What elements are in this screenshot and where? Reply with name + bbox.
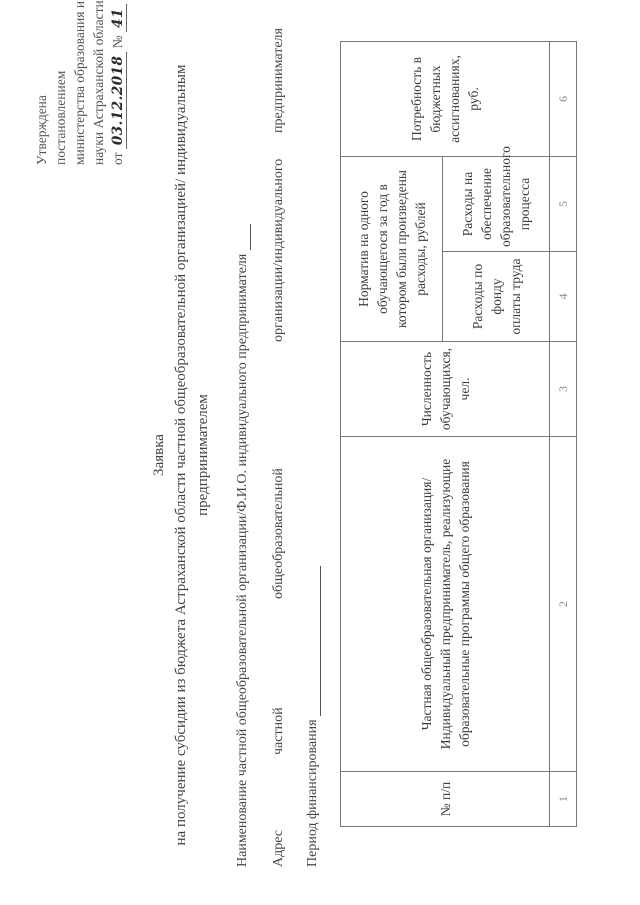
title-line-2: предпринимателем: [195, 394, 211, 516]
col-number-6: 6: [550, 41, 577, 156]
org-name-label: Наименование частной общеобразовательной организации/Ф.И.О. индивидуального предпринимателя: [235, 253, 250, 867]
form-fields: [235, 27, 327, 867]
title-line-1: на получение субсидии из бюджета Астраханской области частной общеобразовательной организацией/ индивидуальным: [173, 64, 189, 846]
header-col-organization: Частная общеобразовательная организация/ Индивидуальный предприниматель, реализующие образовательные программы общего образования: [341, 437, 550, 772]
approval-line-1: Утверждена: [34, 95, 49, 165]
header-col-students: Численность обучающихся, чел.: [341, 342, 550, 437]
header-col-number: № п/п: [341, 772, 550, 827]
col-number-1: 1: [550, 772, 577, 827]
header-col-payroll: Расходы по фонду оплаты труда: [443, 252, 550, 342]
title-heading: Заявка: [151, 434, 167, 476]
period-blank: [320, 566, 321, 716]
period-label: Период финансирования: [305, 719, 320, 867]
table-number-row: [550, 41, 577, 826]
approval-line-3: министерства образования и: [72, 0, 87, 165]
approval-date-line: [108, 5, 128, 165]
address-part-2: общеобразовательной: [271, 468, 286, 599]
header-col-need: Потребность в бюджетных ассигнованиях, руб.: [341, 41, 550, 156]
org-name-field: [235, 27, 257, 867]
header-col-norm: Норматив на одного обучающегося за год в котором были произведены расходы, рублей: [341, 156, 443, 341]
date-prefix: от: [110, 152, 125, 165]
handwritten-date: 03.12.2018: [110, 52, 127, 150]
address-part-4: предпринимателя: [271, 28, 286, 133]
col-number-3: 3: [550, 342, 577, 437]
table-header-row: [341, 41, 443, 826]
approval-line-4: науки Астраханской области: [91, 0, 106, 165]
number-prefix: №: [110, 35, 125, 49]
col-number-5: 5: [550, 156, 577, 251]
period-field: [305, 27, 327, 867]
header-col-education-costs: Расходы на обеспечение образовательного процесса: [443, 156, 550, 251]
address-field: [265, 27, 297, 867]
approval-stamp: [32, 0, 128, 165]
address-part-1: частной: [271, 707, 286, 755]
org-name-blank: [250, 224, 251, 250]
col-number-4: 4: [550, 252, 577, 342]
approval-line-2: постановлением: [53, 70, 68, 165]
handwritten-number: 41: [110, 4, 127, 32]
subsidy-table: [340, 41, 577, 827]
col-number-2: 2: [550, 437, 577, 772]
document-title: [148, 25, 214, 885]
address-label: Адрес: [271, 829, 286, 867]
address-part-3: организации/индивидуального: [271, 158, 286, 342]
